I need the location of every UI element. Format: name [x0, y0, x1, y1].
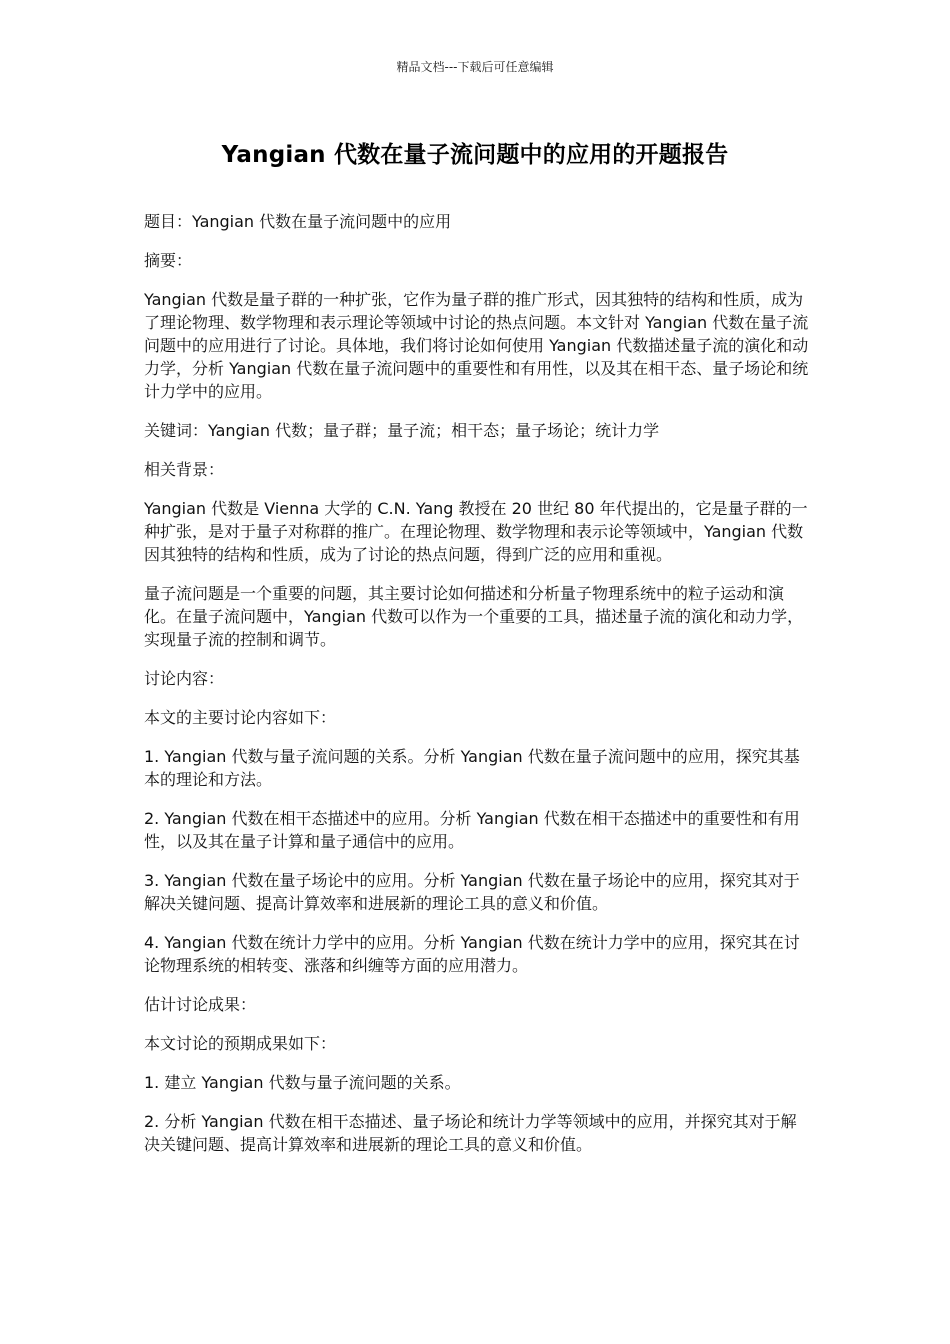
- abstract-paragraph: Yangian 代数是量子群的一种扩张，它作为量子群的推广形式，因其独特的结构和性质，成为了理论物理、数学物理和表示理论等领域中讨论的热点问题。本文针对 Yangian 代数在量子流问题中的应用进行了讨论。具体地，我们将讨论如何使用 Yangian 代数描述量子流的演化和动力学，分析 Yangian 代数在量子流问题中的重要性和有用性，以及其在相干态、量子场论和统计力学中的应用。: [144, 290, 809, 401]
- discussion-heading: 讨论内容：: [144, 669, 225, 688]
- document-title: Yangian 代数在量子流问题中的应用的开题报告: [221, 142, 729, 168]
- abstract-heading: 摘要：: [144, 251, 193, 270]
- background-paragraph-1: Yangian 代数是 Vienna 大学的 C.N. Yang 教授在 20 世纪 80 年代提出的，它是量子群的一种扩张，是对于量子对称群的推广。在理论物理、数学物理和表示论等领域中，Yangian 代数因其独特的结构和性质，成为了讨论的热点问题，得到广泛的应用和重视。: [144, 499, 808, 564]
- discussion-item-1: 1. Yangian 代数与量子流问题的关系。分析 Yangian 代数在量子流问题中的应用，探究其基本的理论和方法。: [144, 747, 800, 789]
- outcome-item-1: 1. 建立 Yangian 代数与量子流问题的关系。: [144, 1073, 461, 1092]
- header-note: 精品文档---下载后可任意编辑: [396, 60, 554, 74]
- discussion-item-2: 2. Yangian 代数在相干态描述中的应用。分析 Yangian 代数在相干态描述中的重要性和有用性，以及其在量子计算和量子通信中的应用。: [144, 809, 800, 851]
- outcomes-heading: 估计讨论成果：: [144, 995, 257, 1014]
- outcomes-intro: 本文讨论的预期成果如下：: [144, 1034, 337, 1053]
- outcome-item-2: 2. 分析 Yangian 代数在相干态描述、量子场论和统计力学等领域中的应用，并探究其对于解决关键问题、提高计算效率和进展新的理论工具的意义和价值。: [144, 1112, 797, 1154]
- discussion-item-3: 3. Yangian 代数在量子场论中的应用。分析 Yangian 代数在量子场论中的应用，探究其对于解决关键问题、提高计算效率和进展新的理论工具的意义和价值。: [144, 871, 800, 913]
- document-body: [144, 210, 810, 1172]
- discussion-item-4: 4. Yangian 代数在统计力学中的应用。分析 Yangian 代数在统计力学中的应用，探究其在讨论物理系统的相转变、涨落和纠缠等方面的应用潜力。: [144, 933, 800, 975]
- discussion-intro: 本文的主要讨论内容如下：: [144, 708, 337, 727]
- subject-line: 题目：Yangian 代数在量子流问题中的应用: [144, 212, 452, 231]
- keywords-line: 关键词：Yangian 代数；量子群；量子流；相干态；量子场论；统计力学: [144, 421, 660, 440]
- background-heading: 相关背景：: [144, 460, 225, 479]
- background-paragraph-2: 量子流问题是一个重要的问题，其主要讨论如何描述和分析量子物理系统中的粒子运动和演化。在量子流问题中，Yangian 代数可以作为一个重要的工具，描述量子流的演化和动力学，实现量子流的控制和调节。: [144, 584, 804, 649]
